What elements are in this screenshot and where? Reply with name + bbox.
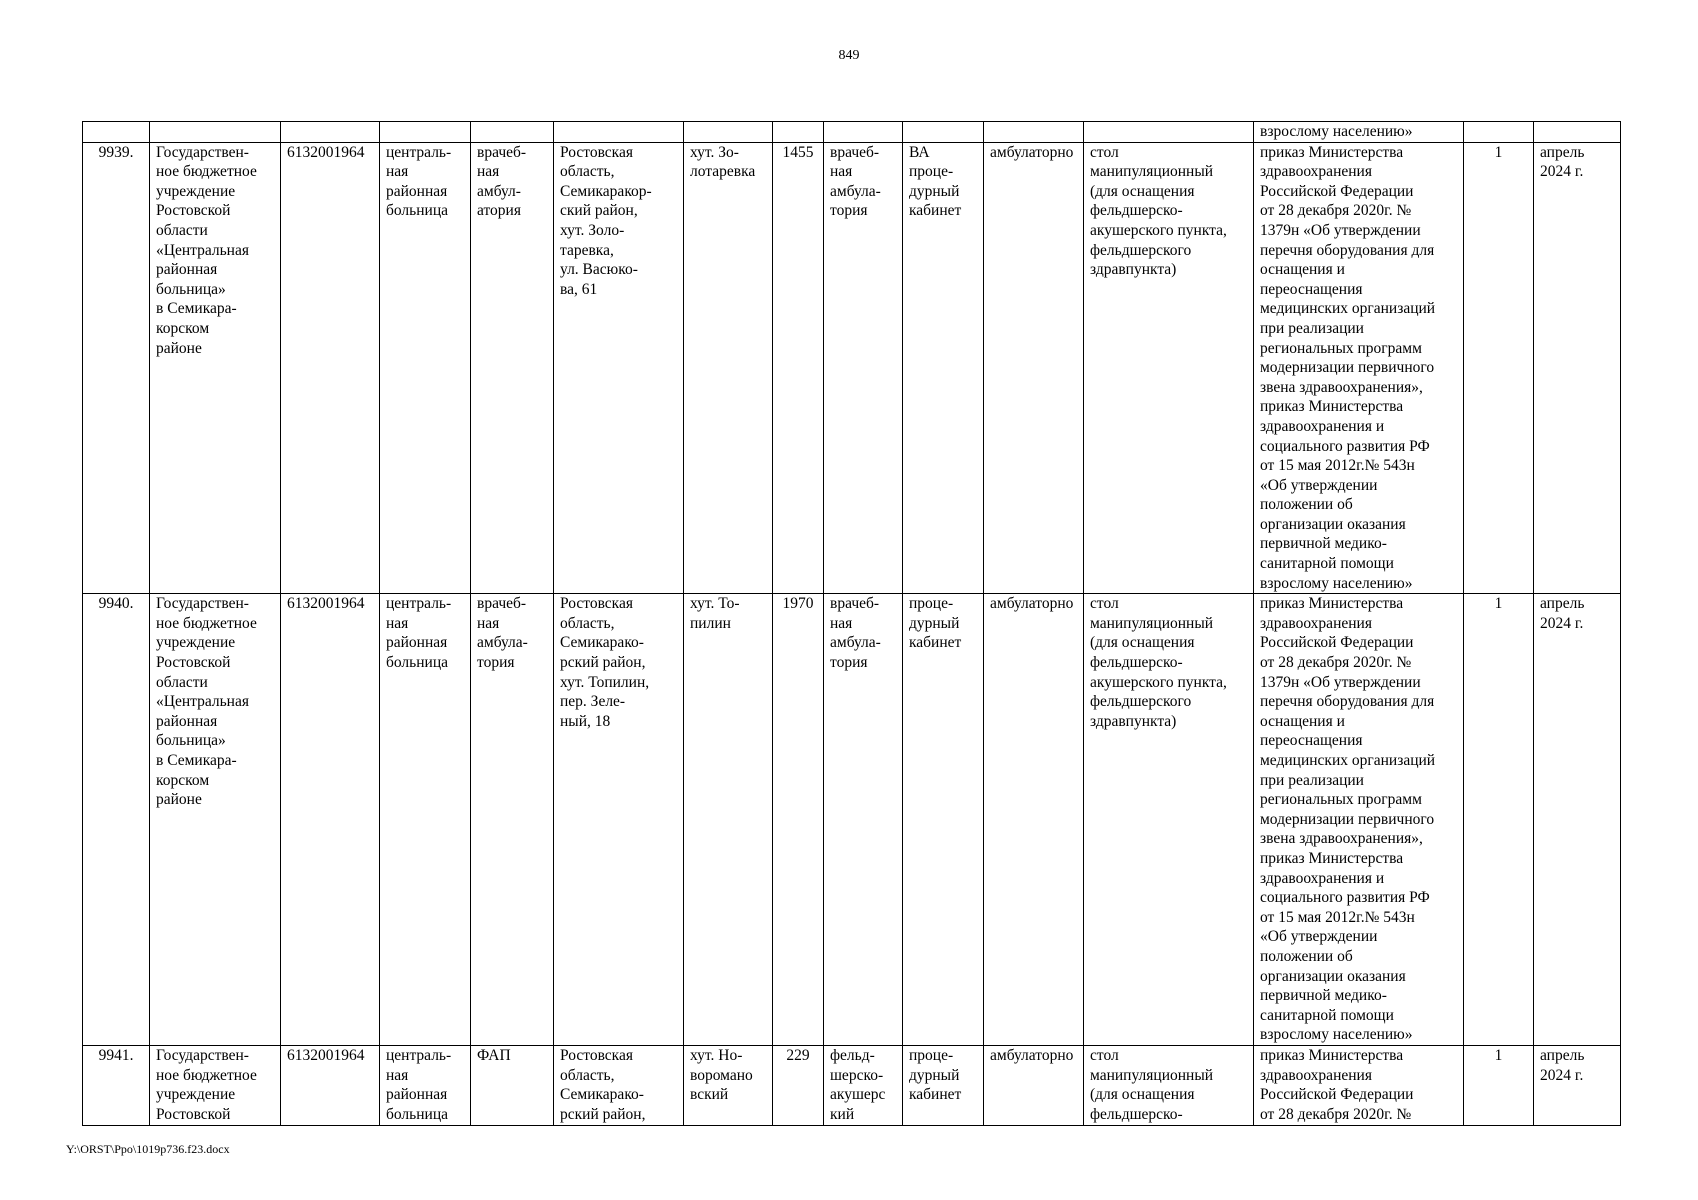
cell-equipment: стол манипуляционный (для оснащения фельдшерско- акушерского пункта, фельдшерского здравпункта) (1084, 142, 1254, 594)
cell-unit-type2: врачеб- ная амбула- тория (824, 594, 903, 1046)
table-row (83, 142, 1621, 594)
cell-inn: 6132001964 (281, 1045, 380, 1125)
cell-quantity: 1 (1464, 594, 1534, 1046)
cell-equipment: стол манипуляционный (для оснащения фельдшерско- (1084, 1045, 1254, 1125)
cell-quantity: 1 (1464, 142, 1534, 594)
cell-num: 9940. (83, 594, 150, 1046)
cell-num: 9941. (83, 1045, 150, 1125)
cell-deadline: апрель 2024 г. (1534, 594, 1621, 1046)
cell-quantity: 1 (1464, 1045, 1534, 1125)
cell-unit-type2: фельд- шерско- акушерс кий (824, 1045, 903, 1125)
cell-settlement: хут. Зо- лотаревка (684, 142, 773, 594)
cell-org-type: централь- ная районная больница (380, 594, 471, 1046)
table-row (83, 1045, 1621, 1125)
cell-address: Ростовская область, Семикарако- рский район, хут. Топилин, пер. Зеле- ный, 18 (554, 594, 684, 1046)
cell-room: ВА проце- дурный кабинет (903, 142, 984, 594)
cell-population: 1455 (773, 142, 824, 594)
cell-unit-type: ФАП (471, 1045, 554, 1125)
cell-address (554, 122, 684, 143)
cell-inn: 6132001964 (281, 142, 380, 594)
cell-settlement: хут. Но- воромано вский (684, 1045, 773, 1125)
cell-inn (281, 122, 380, 143)
cell-profile: амбулаторно (984, 142, 1084, 594)
page-number: 849 (838, 48, 860, 63)
cell-quantity (1464, 122, 1534, 143)
cell-org: Государствен- ное бюджетное учреждение Ростовской (150, 1045, 281, 1125)
cell-settlement: хут. То- пилин (684, 594, 773, 1046)
cell-unit-type: врачеб- ная амбула- тория (471, 594, 554, 1046)
table-row (83, 594, 1621, 1046)
cell-inn: 6132001964 (281, 594, 380, 1046)
cell-equipment: стол манипуляционный (для оснащения фельдшерско- акушерского пункта, фельдшерского здравпункта) (1084, 594, 1254, 1046)
cell-address: Ростовская область, Семикарако- рский район, (554, 1045, 684, 1125)
cell-population: 229 (773, 1045, 824, 1125)
cell-room: проце- дурный кабинет (903, 594, 984, 1046)
cell-org: Государствен- ное бюджетное учреждение Ростовской области «Центральная районная больница» в Семикара- корском районе (150, 594, 281, 1046)
cell-num (83, 122, 150, 143)
cell-deadline (1534, 122, 1621, 143)
cell-org-type: централь- ная районная больница (380, 142, 471, 594)
cell-legal-basis: приказ Министерства здравоохранения Российской Федерации от 28 декабря 2020г. № 1379н «Об утверждении перечня оборудования для оснащения и переоснащения медицинских организаций при реализации региональных программ модернизации первичного звена здравоохранения», приказ Министерства здравоохранения и социального развития РФ от 15 мая 2012г.№ 543н «Об утверждении положении об организации оказания первичной медико- санитарной помощи взрослому населению» (1254, 594, 1464, 1046)
cell-org-type (380, 122, 471, 143)
cell-legal-basis: взрослому населению» (1254, 122, 1464, 143)
continuation-row (83, 122, 1621, 143)
cell-org (150, 122, 281, 143)
cell-num: 9939. (83, 142, 150, 594)
cell-address: Ростовская область, Семикаракор- ский район, хут. Золо- таревка, ул. Васюко- ва, 61 (554, 142, 684, 594)
cell-legal-basis: приказ Министерства здравоохранения Российской Федерации от 28 декабря 2020г. № 1379н «Об утверждении перечня оборудования для оснащения и переоснащения медицинских организаций при реализации региональных программ модернизации первичного звена здравоохранения», приказ Министерства здравоохранения и социального развития РФ от 15 мая 2012г.№ 543н «Об утверждении положении об организации оказания первичной медико- санитарной помощи взрослому населению» (1254, 142, 1464, 594)
cell-profile: амбулаторно (984, 1045, 1084, 1125)
cell-deadline: апрель 2024 г. (1534, 1045, 1621, 1125)
cell-deadline: апрель 2024 г. (1534, 142, 1621, 594)
cell-profile (984, 122, 1084, 143)
cell-unit-type2 (824, 122, 903, 143)
cell-population (773, 122, 824, 143)
cell-org: Государствен- ное бюджетное учреждение Ростовской области «Центральная районная больница» в Семикара- корском районе (150, 142, 281, 594)
equipment-table (82, 121, 1621, 1126)
cell-org-type: централь- ная районная больница (380, 1045, 471, 1125)
cell-equipment (1084, 122, 1254, 143)
cell-profile: амбулаторно (984, 594, 1084, 1046)
cell-room (903, 122, 984, 143)
cell-room: проце- дурный кабинет (903, 1045, 984, 1125)
cell-settlement (684, 122, 773, 143)
cell-unit-type2: врачеб- ная амбула- тория (824, 142, 903, 594)
cell-unit-type: врачеб- ная амбул- атория (471, 142, 554, 594)
footer-file-path: Y:\ORST\Ppo\1019p736.f23.docx (66, 1142, 230, 1156)
cell-unit-type (471, 122, 554, 143)
cell-legal-basis: приказ Министерства здравоохранения Российской Федерации от 28 декабря 2020г. № (1254, 1045, 1464, 1125)
cell-population: 1970 (773, 594, 824, 1046)
